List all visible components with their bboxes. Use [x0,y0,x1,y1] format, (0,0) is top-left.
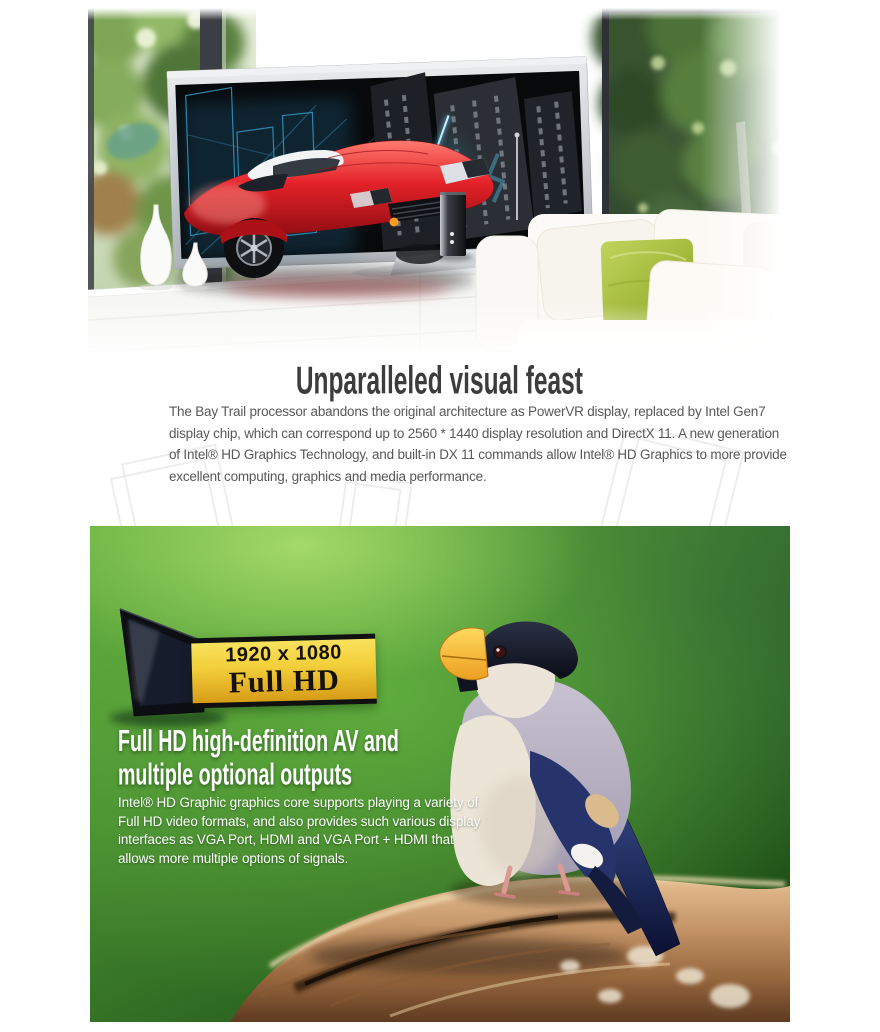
fullhd-section [90,526,790,1022]
fullhd-badge [191,634,377,709]
badge-label: Full HD [228,663,341,700]
paragraph-line: interfaces as VGA Port, HDMI and VGA Port + HDMI that [118,832,454,847]
bird-beak [440,628,488,680]
paragraph-line: Intel® HD Graphic graphics core supports playing a variety of [118,795,479,810]
paragraph-line: of Intel® HD Graphics Technology, and built-in DX 11 commands allow Intel® HD Graphics to more provide [169,447,787,462]
section2-paragraph [118,794,480,868]
paragraph-line: allows more multiple options of signals. [118,850,349,866]
paragraph-line: The Bay Trail processor abandons the original architecture as PowerVR display, replaced by Intel Gen7 [169,404,766,419]
paragraph-line: excellent computing, graphics and media performance. [169,468,487,484]
bird-eye [494,646,506,658]
title-line: Full HD high-definition AV and [118,724,399,758]
section1-paragraph [169,401,787,487]
badge-resolution: 1920 x 1080 [224,641,343,667]
section2-title [118,724,519,791]
paragraph-line: Full HD video formats, and also provides such various display [118,813,481,829]
paragraph-line: display chip, which can correspond up to 2560 * 1440 display resolution and DirectX 11. A new generation [169,425,780,441]
title-line: multiple optional outputs [118,757,353,791]
living-room-photo [88,8,790,360]
section1-title: Unparalleled visual feast [295,359,583,403]
